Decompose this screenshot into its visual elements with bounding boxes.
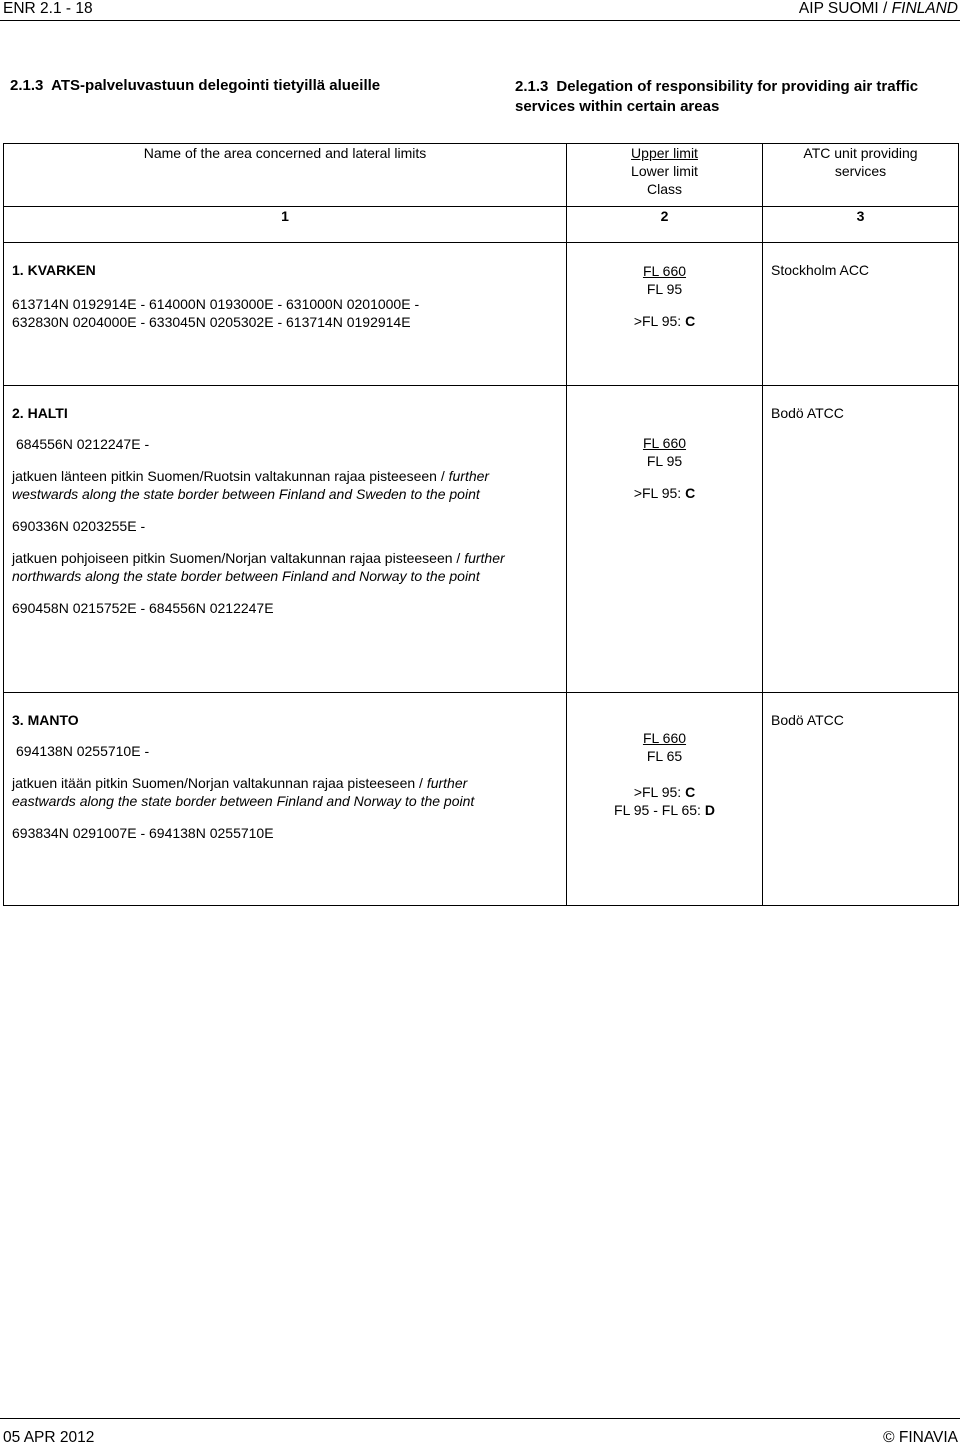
atc-unit: Bodö ATCC — [771, 712, 844, 728]
atc-cell-kvarken — [763, 243, 959, 386]
area-name: KVARKEN — [27, 262, 96, 278]
class-prefix: >FL 95: — [633, 313, 686, 329]
lower-limit: FL 95 — [646, 281, 683, 297]
page-reference: ENR 2.1 - 18 — [3, 0, 93, 17]
header-upper-limit: Upper limit — [631, 145, 698, 161]
upper-limit: FL 660 — [642, 435, 687, 451]
area-cell-kvarken — [4, 243, 567, 386]
upper-limit: FL 660 — [642, 730, 687, 746]
atc-cell-manto — [763, 693, 959, 906]
atc-unit: Bodö ATCC — [771, 405, 844, 421]
area-cell-manto — [4, 693, 567, 906]
border-text-en-a: further — [448, 468, 490, 484]
header-class: Class — [646, 181, 682, 197]
table-header-row — [4, 144, 959, 207]
atc-cell-halti — [763, 386, 959, 693]
lower-limit: FL 65 — [646, 748, 683, 764]
border-text-en-b: westwards along the state border between Finland and Sweden to the point — [12, 486, 480, 502]
coord-point: 690336N 0203255E - — [12, 518, 146, 534]
lower-limit: FL 95 — [646, 453, 683, 469]
column-number-2: 2 — [567, 207, 763, 243]
coord-point: 684556N 0212247E - — [16, 436, 150, 452]
section-title-en — [515, 77, 955, 117]
header-area — [4, 144, 567, 207]
section-title-en-text: Delegation of responsibility for providing air traffic services within certain areas — [515, 78, 919, 115]
limits-cell-manto — [567, 693, 763, 906]
border-text-en-b: eastwards along the state border between Finland and Norway to the point — [12, 793, 475, 809]
section-number-fi: 2.1.3 — [10, 77, 44, 94]
airspace-class — [567, 484, 762, 502]
table-row — [4, 243, 959, 386]
copyright: © FINAVIA — [883, 1429, 958, 1446]
column-number-3: 3 — [763, 207, 959, 243]
coords-line-2: 632830N 0204000E - 633045N 0205302E - 613714N 0192914E — [12, 314, 411, 330]
class-prefix: >FL 95: — [633, 784, 686, 800]
border-description — [12, 549, 558, 585]
publication-title-prefix: AIP SUOMI / — [798, 0, 892, 17]
limits-cell-halti — [567, 386, 763, 693]
coord-point: 690458N 0215752E - 684556N 0212247E — [12, 600, 274, 616]
area-number: 3. — [12, 712, 24, 728]
border-text-fi: jatkuen itään pitkin Suomen/Norjan valtakunnan rajaa pisteeseen / — [12, 775, 427, 791]
border-description — [12, 774, 558, 810]
airspace-class — [567, 783, 762, 801]
area-name: MANTO — [27, 712, 79, 728]
section-number-en: 2.1.3 — [515, 78, 549, 95]
header-atc-line1: ATC unit providing — [803, 145, 918, 161]
border-text-fi: jatkuen pohjoiseen pitkin Suomen/Norjan valtakunnan rajaa pisteeseen / — [12, 550, 465, 566]
header-atc-unit — [763, 144, 959, 207]
area-coordinates — [12, 295, 558, 331]
limits-cell-kvarken — [567, 243, 763, 386]
area-title — [12, 261, 558, 279]
coord-point: 694138N 0255710E - — [16, 743, 150, 759]
section-title-fi — [10, 77, 380, 95]
class-value: C — [685, 313, 696, 329]
delegation-table — [3, 143, 959, 906]
class-value: C — [685, 784, 696, 800]
footer-rule — [0, 1418, 960, 1419]
airspace-class — [567, 801, 762, 819]
area-cell-halti — [4, 386, 567, 693]
table-row — [4, 693, 959, 906]
class-value: C — [685, 485, 696, 501]
airspace-class — [567, 312, 762, 330]
upper-limit: FL 660 — [642, 263, 687, 279]
area-name: HALTI — [27, 405, 68, 421]
header-limits — [567, 144, 763, 207]
area-number: 2. — [12, 405, 24, 421]
border-text-en-a: further — [426, 775, 468, 791]
class-prefix: FL 95 - FL 65: — [614, 802, 705, 818]
header-rule — [0, 20, 960, 21]
publication-title — [799, 0, 958, 18]
publication-date: 05 APR 2012 — [3, 1429, 95, 1446]
column-number-1: 1 — [4, 207, 567, 243]
header-area-label: Name of the area concerned and lateral limits — [143, 145, 427, 161]
publication-title-country: FINLAND — [891, 0, 958, 17]
border-description — [12, 467, 558, 503]
header-lower-limit: Lower limit — [631, 163, 698, 179]
border-text-fi: jatkuen länteen pitkin Suomen/Ruotsin valtakunnan rajaa pisteeseen / — [12, 468, 449, 484]
coord-point: 693834N 0291007E - 694138N 0255710E — [12, 825, 274, 841]
atc-unit: Stockholm ACC — [771, 262, 870, 278]
class-prefix: >FL 95: — [633, 485, 686, 501]
column-number-row — [4, 207, 959, 243]
area-title — [12, 711, 558, 729]
border-text-en-b: northwards along the state border between Finland and Norway to the point — [12, 568, 480, 584]
header-atc-line2: services — [834, 163, 887, 179]
class-value: D — [704, 802, 715, 818]
section-title-fi-text: ATS-palveluvastuun delegointi tietyillä alueille — [51, 77, 381, 94]
area-number: 1. — [12, 262, 24, 278]
border-text-en-a: further — [464, 550, 505, 566]
area-title — [12, 404, 558, 422]
table-row — [4, 386, 959, 693]
coords-line-1: 613714N 0192914E - 614000N 0193000E - 631000N 0201000E - — [12, 296, 420, 312]
